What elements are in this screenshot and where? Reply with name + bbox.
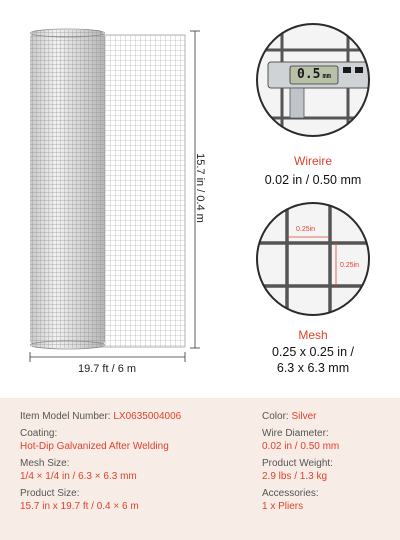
mesh-vertical-label: 0.25in	[340, 262, 360, 269]
spec-value: Hot-Dip Galvanized After Welding	[20, 441, 169, 452]
spec-value: Silver	[291, 411, 317, 422]
spec-item-wire-diameter	[262, 427, 392, 453]
spec-column-right	[262, 410, 392, 517]
spec-label: Color:	[262, 411, 289, 422]
spec-item-color	[262, 410, 392, 423]
mesh-size-value-line1: 0.25 x 0.25 in /	[271, 345, 354, 359]
spec-item-accessories	[262, 487, 392, 513]
spec-item-product-size	[20, 487, 230, 513]
spec-panel	[0, 398, 400, 540]
mesh-size-value-line2: 6.3 x 6.3 mm	[276, 361, 350, 375]
spec-label: Accessories:	[262, 488, 319, 499]
width-dimension-label: 19.7 ft / 6 m	[77, 363, 137, 375]
mesh-horizontal-label: 0.25in	[296, 226, 316, 233]
spec-label: Product Size:	[20, 488, 80, 499]
spec-item-mesh-size	[20, 457, 230, 483]
wire-title: Wireire	[294, 154, 332, 168]
unrolled-mesh-sheet	[100, 35, 185, 347]
spec-label: Mesh Size:	[20, 458, 70, 469]
spec-value: 1/4 × 1/4 in / 6.3 × 6.3 mm	[20, 471, 137, 482]
spec-item-model	[20, 410, 230, 423]
spec-value: LX0635004006	[113, 411, 182, 422]
spec-column-left	[20, 410, 230, 517]
spec-label: Product Weight:	[262, 458, 333, 469]
wire-diameter-value: 0.02 in / 0.50 mm	[264, 173, 362, 187]
mesh-roll	[30, 29, 105, 349]
spec-item-coating	[20, 427, 230, 453]
spec-value: 15.7 in x 19.7 ft / 0.4 × 6 m	[20, 501, 139, 512]
spec-label: Coating:	[20, 428, 58, 439]
mesh-closeup-circle	[253, 200, 373, 320]
spec-label: Item Model Number:	[20, 411, 111, 422]
spec-value: 0.02 in / 0.50 mm	[262, 441, 340, 452]
width-dimension-line	[30, 352, 185, 362]
spec-label: Wire Diameter:	[262, 428, 329, 439]
caliper-reading: 0.5 mm	[297, 67, 331, 82]
height-dimension-label: 15.7 in / 0.4 m	[194, 153, 206, 223]
mesh-title: Mesh	[298, 328, 328, 342]
spec-item-weight	[262, 457, 392, 483]
spec-value: 2.9 lbs / 1.3 kg	[262, 471, 328, 482]
spec-value: 1 x Pliers	[262, 501, 304, 512]
